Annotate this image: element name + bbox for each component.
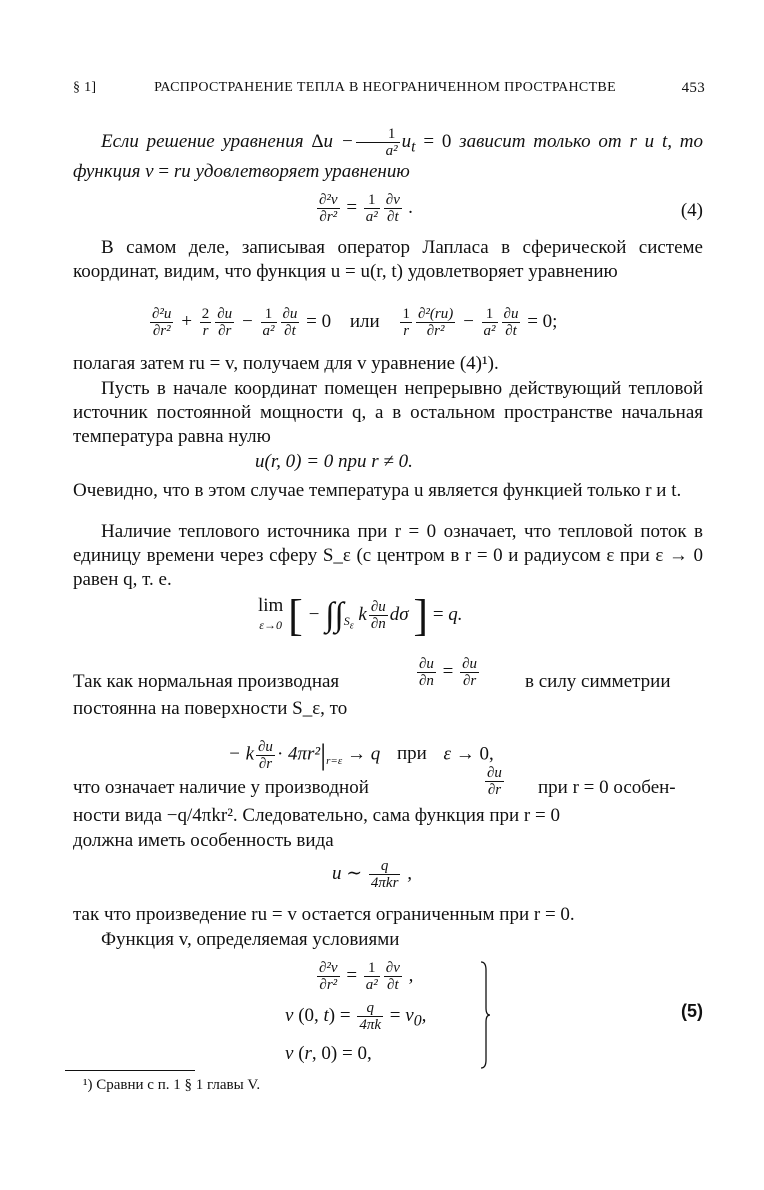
paragraph-7-end: постоянна на поверхности S_ε, то [73,698,348,719]
paragraph-8-mid: при r = 0 особен- [538,777,676,798]
running-header [73,80,705,102]
footnote: ¹) Сравни с п. 1 § 1 главы V. [83,1077,261,1093]
paragraph-5: Очевидно, что в этом случае температура u является функцией только r и t. [73,480,682,501]
running-title: РАСПРОСТРАНЕНИЕ ТЕПЛА В НЕОГРАНИЧЕННОМ ПРОСТРАНСТВЕ [154,80,616,95]
equation-4-label: (4) [680,200,703,221]
paragraph-8-end: должна иметь особенность вида [73,830,334,851]
footnote-rule [65,1070,195,1071]
system-eq-2: v (0, t) = $\frac{q}{4\pi k}$ = $v_0$, [285,1000,427,1033]
section-mark: § 1] [73,80,97,95]
paragraph-3: полагая затем ru = v, получаем для v уравнение (4)¹). [73,353,499,374]
normal-derivative-fraction: $\frac{\partial u}{\partial n}$ = $\frac{\partial u}{\partial r}$ [419,656,478,689]
paragraph-8-cont: ности вида −q/4πkr². Следовательно, сама функция при r = 0 [73,805,560,826]
paragraph-9: так что произведение ru = v остается ограниченным при r = 0. [73,904,575,925]
initial-condition: u(r, 0) = 0 при r ≠ 0. [255,451,413,472]
paragraph-7-mid: в силу симметрии [525,671,671,692]
paragraph-4: Пусть в начале координат помещен непрерывно действующий тепловой источник постоянной мощности q, а в остальном пространстве начальная температура равна нулю [73,378,703,447]
radial-derivative-fraction: $\frac{\partial u}{\partial r}$ [487,765,502,798]
system-eq-1: $\frac{\text{∂²v}}{\text{∂r²}}$ = $\frac{1}{\text{a²}}$ $\frac{\partial v}{\partial t}$ , [319,960,414,993]
limit-condition: − k $\frac{\partial u}{\partial r}$ · $4\pi r^2|_{r=\varepsilon} \to q$ при ε → 0, [228,738,494,772]
paragraph-10: Функция v, определяемая условиями [101,929,400,950]
paragraph-6: Наличие теплового источника при r = 0 означает, что тепловой поток в единицу времени через сферу S_ε (с центром в r = 0 и радиусом ε при ε → 0 равен q, т. е. [73,521,703,590]
paragraph-7-start: Так как нормальная производная [73,671,340,692]
paragraph-2: В самом деле, записывая оператор Лапласа в сферической системе координат, видим, что функция u = u(r, t) удовлетворяет уравнению [73,237,703,282]
paragraph-8-start: что означает наличие у производной [73,777,369,798]
singularity-equation: u ∼ $\frac{q}{\text{4πkr}}$ , [332,858,412,891]
system-brace [480,960,490,1070]
flux-limit-equation: lim ε→0 [ − $\int\int_{S_\varepsilon}$ k $\frac{\partial u}{\partial n}$ dσ ] = q. [258,591,463,640]
system-eq-3: v (r, 0) = 0, [285,1043,372,1064]
equation-4: $\frac{\text{∂²v}}{\text{∂r²}}$ = $\frac{1}{\text{a²}}$ $\frac{\partial v}{\partial t}$ . [319,192,414,225]
laplace-equation: $\frac{\text{∂²u}}{\text{∂r²}}$ + $\frac{2}{r}$ $\frac{\partial u}{\partial r}$ − $\frac{1}{\text{a²}}$ $\frac{\partial u}{\partial t}$ = 0 или $\frac{1}{r}$ $\frac{\text{∂²(ru)}}{\text{∂r²}}$ − $\frac{1}{\text{a²}}$ $\frac{\partial u}{\partial t}$ = 0; [152,306,558,339]
theorem-text: Если решение уравнения Δu − $\frac{1}{\text{a²}}$ $u_t = 0$ зависит только от r и t, то функция v = ru удовлетворяет уравнению [73,126,703,182]
page-number: 453 [681,80,705,96]
equation-5-label: (5) [681,1001,703,1021]
